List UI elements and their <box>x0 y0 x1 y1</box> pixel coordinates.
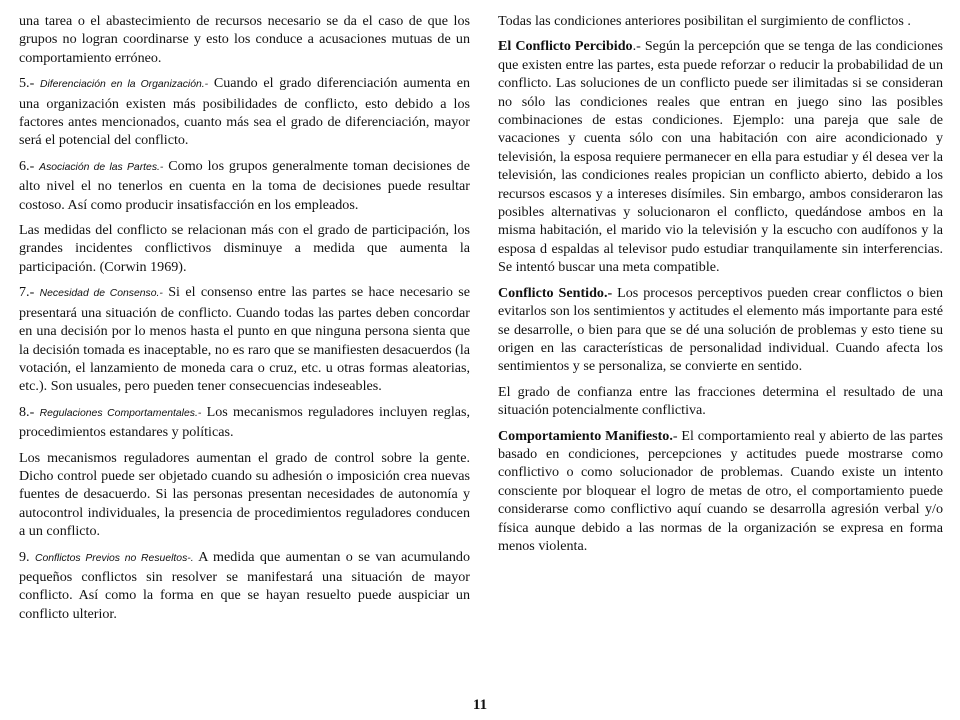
paragraph-text: Si el consenso entre las partes se hace necesario se presentará una situación de conflicto. Cuando todas las partes deben concordar en una decisión por lo menos hasta el punto en que ninguna persona sienta que la decisión tomada es inaceptable, no es raro que se manifiesten desacuerdos (la votación, el lanzamiento de moneda cara o cruz, etc. u otras formas aleatorias, etc.). Son usuales, pero pueden tener consecuencias indeseables. <box>19 284 470 395</box>
item-heading: Conflictos Previos no Resueltos-. <box>34 552 194 564</box>
paragraph-factor-7 <box>19 283 470 395</box>
paragraph-manifest-behavior <box>498 427 943 556</box>
item-heading: Regulaciones Comportamentales.- <box>39 407 202 419</box>
paragraph-text: Como los grupos generalmente toman decisiones de alto nivel el no tenerlos en cuenta en la toma de decisiones puede resultar costoso. Así como producir insatisfacción en los empleados. <box>19 157 470 213</box>
paragraph-regulators <box>19 449 470 541</box>
paragraph-trust <box>498 383 943 420</box>
paragraph-text: El grado de confianza entre las fracciones determina el resultado de una situación potencialmente conflictiva. <box>498 383 943 419</box>
right-column <box>498 12 943 562</box>
page-number: 11 <box>472 697 488 713</box>
paragraph-text: A medida que aumentan o se van acumulando pequeños conflictos sin resolver se manifestará una situación de mayor conflicto. Así como la forma en que se hayan resuelto puede auspiciar un conflicto ulterior. <box>19 548 470 622</box>
paragraph-text: una tarea o el abastecimiento de recursos necesario se da el caso de que los grupos no logran coordinarse y esto los conduce a acusaciones mutuas de un comportamiento erróneo. <box>19 13 470 66</box>
paragraph-text: Todas las condiciones anteriores posibilitan el surgimiento de conflictos . <box>498 13 911 29</box>
paragraph-intro <box>19 12 470 67</box>
section-heading: Comportamiento Manifiesto. <box>498 427 673 444</box>
paragraph-felt-conflict <box>498 284 943 376</box>
left-column <box>19 12 470 630</box>
section-heading: El Conflicto Percibido <box>498 38 633 55</box>
paragraph-factor-6 <box>19 157 470 214</box>
item-number: 9. <box>19 548 35 565</box>
paragraph-text: .- Según la percepción que se tenga de las condiciones que existen entre las partes, esta puede reforzar o reducir la probabilidad de un conflicto. Las soluciones de un conflicto puede ser ilimitadas si se consideran no sólo las condiciones reales que entran en juego sino las posibles combinaciones de estas condiciones. Ejemplo: una pareja que sale de vacaciones y cuenta sólo con una habitación con aire acondicionado y televisión, la esposa requiere permanecer en ella para estudiar y él desea ver la televisión, las condiciones reales propician un conflicto abierto, debido a los recursos escasos y a intereses disímiles. Sin embargo, ambos consideraron las posibles alternativas y solucionaron el conflicto, quedándose ambos en la misma habitación, el marido vio la televisión y la escucho con audífonos y la esposa d espaldas al televisor pudo estudiar tranquilamente sin interferencias. Se intentó buscar una meta compatible. <box>498 38 943 276</box>
paragraph-factor-9 <box>19 548 470 624</box>
paragraph-factor-8 <box>19 403 470 442</box>
section-heading: Conflicto Sentido.- <box>498 284 613 301</box>
paragraph-text: Los procesos perceptivos pueden crear conflictos o bien evitarlos son los sentimientos y actitudes el elemento más importante para esté se desarrolle, o bien para que se dé una solución de problemas y esto tiene su origen en las características de personalidad individual. Cuando afecta los sentimientos y se personaliza, se convierte en sentido. <box>498 284 943 375</box>
item-heading: Necesidad de Consenso.- <box>39 288 163 300</box>
paragraph-text: Cuando el grado diferenciación aumenta en una organización existen más posibilidades de conflicto, esto debido a los factores antes mencionados, cuanto más sea el grado de diferenciación, mayor será el potencial del conflicto. <box>19 75 470 149</box>
item-number: 6.- <box>19 157 40 174</box>
paragraph-text: Las medidas del conflicto se relacionan más con el grado de participación, los grandes incidentes conflictivos disminuye a medida que aumenta la participación. (Corwin 1969). <box>19 222 470 275</box>
item-heading: Asociación de las Partes.- <box>39 161 164 173</box>
paragraph-text: Los mecanismos reguladores incluyen reglas, procedimientos estandares y políticas. <box>19 403 471 441</box>
item-heading: Diferenciación en la Organización.- <box>39 79 209 91</box>
paragraph-factor-5 <box>19 74 470 150</box>
item-number: 8.- <box>19 403 40 420</box>
paragraph-text: - El comportamiento real y abierto de las partes basado en condiciones, percepciones y actitudes puede mostrarse como conflictivo o como solucionador de problemas. Cuando existe un intento consciente por bloquear el logro de metas de otro, el comportamiento puede considerarse como conflictivo aquí cuando se desarrolla agresión verbal y/o física aunque debido a las normas de la organización se expresa en forma menos violenta. <box>498 427 943 554</box>
item-number: 7.- <box>19 284 40 301</box>
paragraph-text: Los mecanismos reguladores aumentan el grado de control sobre la gente. Dicho control puede ser objetado cuando su adhesión o imposición crea nuevas fuentes de desacuerdo. Si las personas presentan necesidades de autonomía y autocontrol individuales, la presencia de procedimientos reguladores conducen a un conflicto. <box>19 449 470 540</box>
paragraph-conditions <box>498 12 943 30</box>
paragraph-perceived-conflict <box>498 37 943 276</box>
paragraph-participation <box>19 221 470 276</box>
item-number: 5.- <box>19 75 40 92</box>
